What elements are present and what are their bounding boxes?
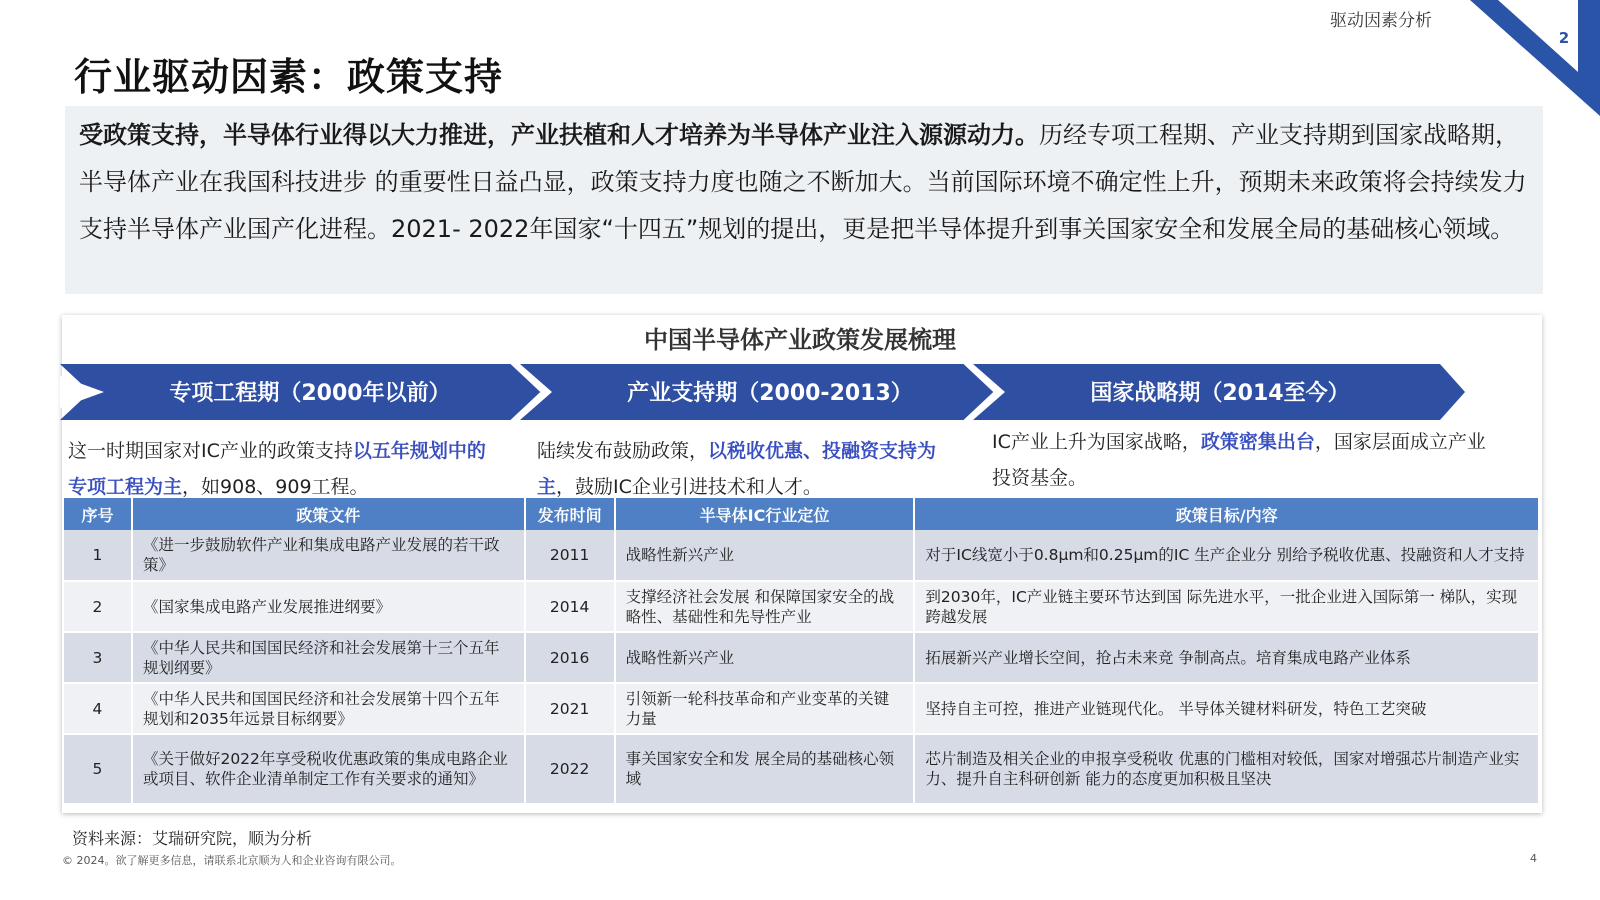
page-badge: 2	[1558, 29, 1570, 47]
table-cell: 《中华人民共和国国民经济和社会发展第十四个五年规划和2035年远景目标纲要》	[132, 683, 525, 734]
phase-desc-1: 这一时期国家对IC产业的政策支持以五年规划中的专项工程为主，如908、909工程。	[68, 440, 486, 498]
corner-decoration	[1470, 0, 1600, 116]
page-title: 行业驱动因素：政策支持	[74, 55, 504, 99]
table-cell: 到2030年，IC产业链主要环节达到国 际先进水平，一批企业进入国际第一 梯队，实现跨越发展	[914, 581, 1539, 632]
page-number: 4	[1530, 852, 1537, 865]
table-cell: 2016	[525, 632, 615, 683]
table-cell: 芯片制造及相关企业的申报享受税收 优惠的门槛相对较低，国家对增强芯片制造产业实力、提升自主科研创新 能力的态度更加积极且坚决	[914, 734, 1539, 804]
table-cell: 3	[64, 632, 132, 683]
copyright: © 2024。欲了解更多信息，请联系北京顺为人和企业咨询有限公司。	[62, 854, 402, 867]
table-row	[64, 581, 1539, 632]
table-cell: 2014	[525, 581, 615, 632]
phase-desc-2: 陆续发布鼓励政策，以税收优惠、投融资支持为主，鼓励IC企业引进技术和人才。	[537, 440, 937, 498]
policy-table	[64, 498, 1540, 805]
phase-label-1: 专项工程期（2000年以前）	[169, 381, 451, 406]
table-row	[64, 734, 1539, 804]
table-cell: 对于IC线宽小于0.8μm和0.25μm的IC 生产企业分 别给予税收优惠、投融资和人才支持	[914, 530, 1539, 581]
table-cell: 战略性新兴产业	[615, 530, 915, 581]
table-cell: 5	[64, 734, 132, 804]
table-cell: 拓展新兴产业增长空间，抢占未来竞 争制高点。培育集成电路产业体系	[914, 632, 1539, 683]
table-cell: 《关于做好2022年享受税收优惠政策的集成电路企业或项目、软件企业清单制定工作有关要求的通知》	[132, 734, 525, 804]
intro-bold: 受政策支持，半导体行业得以大力推进，产业扶植和人才培养为半导体产业注入源源动力。	[79, 121, 1039, 149]
table-cell: 坚持自主可控，推进产业链现代化。 半导体关键材料研发，特色工艺突破	[914, 683, 1539, 734]
table-cell: 2022	[525, 734, 615, 804]
table-cell: 事关国家安全和发 展全局的基础核心领域	[615, 734, 915, 804]
header-document: 政策文件	[132, 498, 525, 530]
panel-title: 中国半导体产业政策发展梳理	[644, 326, 956, 354]
table-row	[64, 632, 1539, 683]
intro-text: 历经专项工程期、产业支持期到国家战略期，半导体产业在我国科技进步 的重要性日益凸显，政策支持力度也随之不断加大。当前国际环境不确定性上升，预期未来政策将会持续发力支持半导体产业国产化进程。2021- 2022年国家“十四五”规划的提出，更是把半导体提升到事关国家安全和发展全局的基础核心领域。	[79, 121, 1527, 243]
table-cell: 4	[64, 683, 132, 734]
table-cell: 2021	[525, 683, 615, 734]
table-cell: 支撑经济社会发展 和保障国家安全的战略性、基础性和先导性产业	[615, 581, 915, 632]
header-index: 序号	[64, 498, 132, 530]
table-cell: 战略性新兴产业	[615, 632, 915, 683]
section-label: 驱动因素分析	[1330, 11, 1432, 31]
phase-label-2: 产业支持期（2000-2013）	[627, 381, 913, 406]
table-cell: 《中华人民共和国国民经济和社会发展第十三个五年规划纲要》	[132, 632, 525, 683]
table-cell: 1	[64, 530, 132, 581]
table-row	[64, 683, 1539, 734]
phase-desc-3: IC产业上升为国家战略，政策密集出台，国家层面成立产业投资基金。	[992, 431, 1486, 489]
header-positioning: 半导体IC行业定位	[615, 498, 915, 530]
intro-paragraph	[65, 106, 1543, 294]
table-cell: 2	[64, 581, 132, 632]
table-cell: 《国家集成电路产业发展推进纲要》	[132, 581, 525, 632]
header-date: 发布时间	[525, 498, 615, 530]
phase-label-3: 国家战略期（2014至今）	[1090, 381, 1350, 406]
source-note: 资料来源：艾瑞研究院，顺为分析	[72, 829, 313, 848]
table-cell: 2011	[525, 530, 615, 581]
table-header-row	[64, 498, 1539, 530]
table-cell: 《进一步鼓励软件产业和集成电路产业发展的若干政策》	[132, 530, 525, 581]
table-row	[64, 530, 1539, 581]
table-cell: 引领新一轮科技革命和产业变革的关键力量	[615, 683, 915, 734]
header-goal: 政策目标/内容	[914, 498, 1539, 530]
